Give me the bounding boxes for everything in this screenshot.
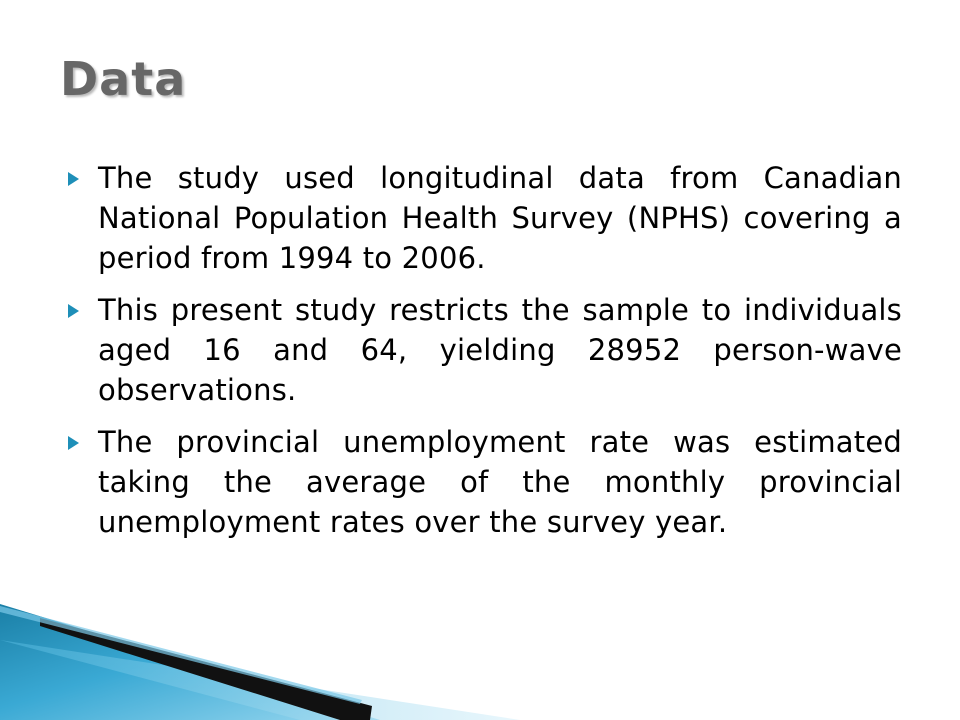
bullet-item (64, 422, 902, 542)
black-stripe-shape (40, 618, 372, 720)
triangle-bullet-icon (68, 172, 79, 186)
bullet-text: This present study restricts the sample to individuals aged 16 and 64, yielding 28952 person-wave observations. (98, 293, 902, 407)
bullet-text: The study used longitudinal data from Canadian National Population Health Survey (NPHS) covering a period from 1994 to 2006. (98, 161, 902, 275)
bullet-item (64, 158, 902, 278)
bullet-text: The provincial unemployment rate was estimated taking the average of the monthly provincial unemployment rates over the survey year. (98, 425, 902, 539)
highlight-line-shape (0, 606, 362, 704)
slide-title: Data (60, 52, 187, 106)
triangle-bullet-icon (68, 304, 79, 318)
blue-wedge-shape (0, 604, 380, 720)
light-sweep-shape (0, 640, 520, 720)
triangle-bullet-icon (68, 436, 79, 450)
bullet-list (64, 158, 902, 554)
bullet-item (64, 290, 902, 410)
